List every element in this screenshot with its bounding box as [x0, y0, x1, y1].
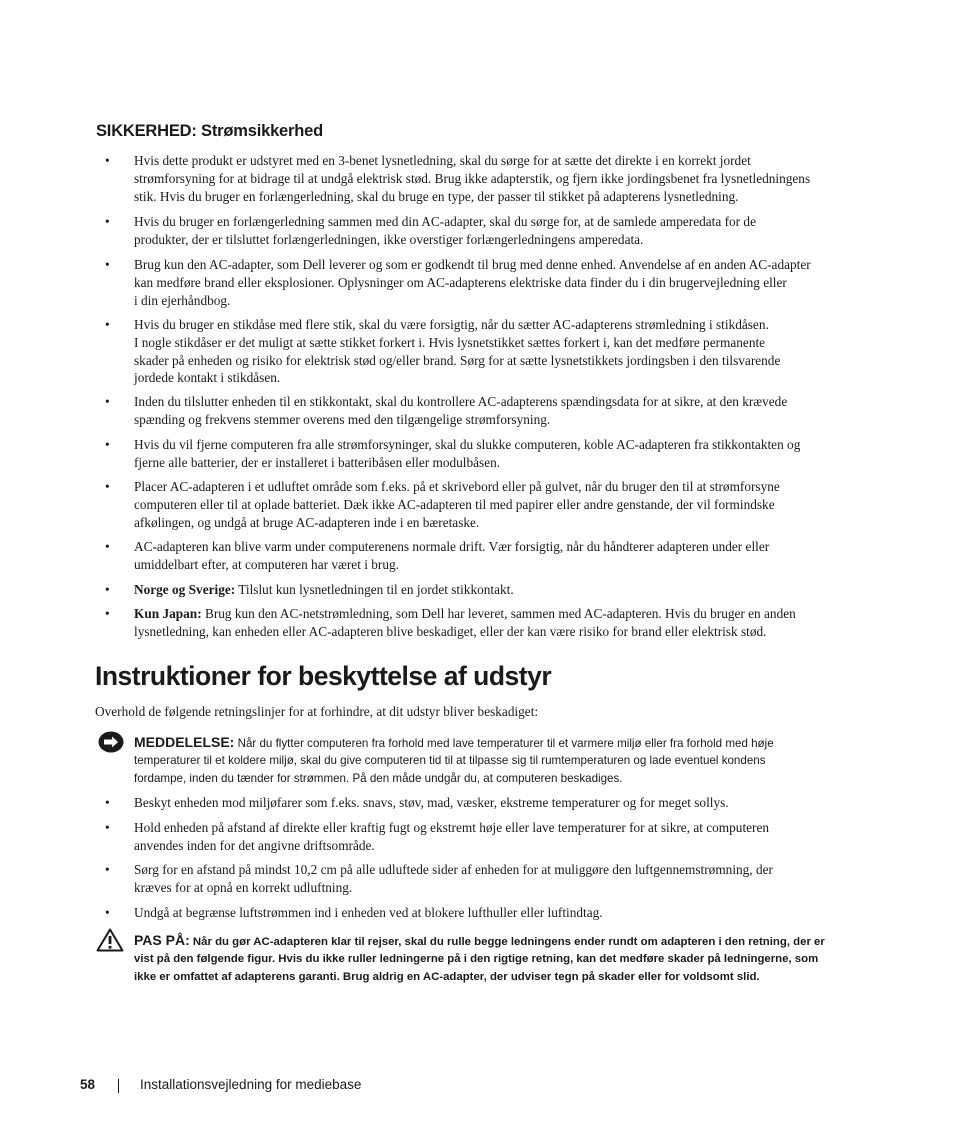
- bullet: •: [105, 795, 110, 810]
- list-item-text: Placer AC-adapteren i et udluftet område som f.eks. på et skrivebord eller på gulvet, når du bruger den til at strømforsyne computeren eller til at oplade batteriet. Dæk ikke AC-adapteren til med papirer eller andre genstande, der vil formindske afkølingen, og undgå at bruge AC-adapteren inde i en bæretaske.: [134, 479, 780, 530]
- list-item-text: AC-adapteren kan blive varm under computerenens normale drift. Vær forsigtig, når du håndterer adapteren under eller umiddelbart efter, at computeren har været i brug.: [134, 539, 770, 572]
- bullet: •: [105, 582, 110, 597]
- caution-text: PAS PÅ: Når du gør AC-adapteren klar til rejser, skal du rulle begge ledningens ender rundt om adapteren i den retning, der er vist på den følgende figur. Hvis du ikke ruller ledningerne på i den rigtige retning, kan det medføre skader på ledningerne, som ikke er omfattet af adapterens garanti. Brug aldrig en AC-adapter, der udviser tegn på skader eller for voldsomt slid.: [134, 932, 825, 983]
- list-item-lead: Norge og Sverige:: [134, 582, 236, 597]
- notice-text: MEDDELELSE: Når du flytter computeren fra forhold med lave temperaturer til et varmere miljø eller fra forhold med høje temperaturer til et koldere miljø, skal du give computeren tid til at tilpasse sig til rumtemperaturen og lade eventuel kondens fordampe, inden du tænder for strømmen. På den måde undgår du, at computeren beskadiges.: [134, 734, 774, 785]
- warning-icon: [96, 928, 124, 957]
- bullet: •: [105, 606, 110, 621]
- list-item-text: Hold enheden på afstand af direkte eller kraftig fugt og ekstremt høje eller lave temperaturer for at sikre, at computeren anvendes inden for det angivne driftsområde.: [134, 820, 770, 853]
- bullet: •: [105, 317, 110, 332]
- intro-paragraph: Overhold de følgende retningslinjer for at forhindre, at dit udstyr bliver beskadiget:: [95, 704, 539, 719]
- list-item-text: Hvis dette produkt er udstyret med en 3-benet lysnetledning, skal du sørge for at sætte det direkte i en korrekt jordet strømforsyning for at bidrage til at undgå elektrisk stød. Brug ikke adapterstik, og fjern ikke jordingsbenet fra lysnetledningens stik. Hvis du bruger en forlængerledning, skal du bruge en type, der passer til stikket på adapterens lysnetledning.: [134, 153, 811, 204]
- bullet: •: [105, 905, 110, 920]
- bullet: •: [105, 437, 110, 452]
- bullet: •: [105, 820, 110, 835]
- list-item-text: Hvis du bruger en stikdåse med flere stik, skal du være forsigtig, når du sætter AC-adapterens strømledning i stikdåsen. I nogle stikdåser er det muligt at sætte stikket forkert i. Hvis lysnetstikket sættes forkert i, kan det medføre permanente skader på enheden og risiko for elektrisk stød og/eller brand. Sørg for at sætte lysnetstikkets jordingsben i den tilsvarende jordede kontakt i stikdåsen.: [134, 317, 781, 386]
- bullet: •: [105, 479, 110, 494]
- list-item-text: Hvis du bruger en forlængerledning sammen med din AC-adapter, skal du sørge for, at de samlede amperedata for de produkter, der er tilsluttet forlængerledningen, ikke overstiger forlængerledningens amperedata.: [134, 214, 756, 247]
- notice-icon: [98, 731, 124, 758]
- bullet: •: [105, 539, 110, 554]
- list-item-text: Inden du tilslutter enheden til en stikkontakt, skal du kontrollere AC-adapterens spændingsdata for at sikre, at den krævede spænding og frekvens stemmer overens med den tilgængelige strømforsyning.: [134, 394, 788, 427]
- bullet: •: [105, 862, 110, 877]
- list-item-text: Kun Japan: Brug kun den AC-netstrømledning, som Dell har leveret, sammen med AC-adapteren. Hvis du bruger en anden lysnetledning, kan enheden eller AC-adapteren blive beskadiget, eller der kan være risiko for brand eller elektrisk stød.: [134, 606, 796, 639]
- list-item-text: Hvis du vil fjerne computeren fra alle strømforsyninger, skal du slukke computeren, koble AC-adapteren fra stikkontakten og fjerne alle batterier, der er installeret i batteribåsen eller modulbåsen.: [134, 437, 801, 470]
- bullet: •: [105, 257, 110, 272]
- page-number: 58: [80, 1077, 96, 1092]
- caution-label: PAS PÅ:: [134, 932, 190, 948]
- bullet: •: [105, 153, 110, 168]
- footer-divider: [118, 1079, 119, 1093]
- bullet: •: [105, 214, 110, 229]
- page-title: Instruktioner for beskyttelse af udstyr: [95, 661, 552, 691]
- list-item-text: Norge og Sverige: Tilslut kun lysnetledningen til en jordet stikkontakt.: [134, 582, 514, 597]
- section-heading: SIKKERHED: Strømsikkerhed: [96, 122, 323, 140]
- footer-title: Installationsvejledning for mediebase: [140, 1077, 362, 1092]
- list-item-text: Beskyt enheden mod miljøfarer som f.eks. snavs, støv, mad, væsker, ekstreme temperaturer og for meget sollys.: [134, 795, 729, 810]
- list-item-text: Sørg for en afstand på mindst 10,2 cm på alle udluftede sider af enheden for at muliggøre den luftgennemstrømning, der kræves for at opnå en korrekt udluftning.: [134, 862, 773, 895]
- notice-label: MEDDELELSE:: [134, 734, 235, 750]
- list-item-text: Brug kun den AC-adapter, som Dell leverer og som er godkendt til brug med denne enhed. Anvendelse af en anden AC-adapter kan medføre brand eller eksplosioner. Oplysninger om AC-adapterens elektriske data finder du i din brugervejledning eller i din ejerhåndbog.: [134, 257, 811, 308]
- list-item-text: Undgå at begrænse luftstrømmen ind i enheden ved at blokere lufthuller eller luftindtag.: [134, 905, 603, 920]
- bullet: •: [105, 394, 110, 409]
- list-item-lead: Kun Japan:: [134, 606, 202, 621]
